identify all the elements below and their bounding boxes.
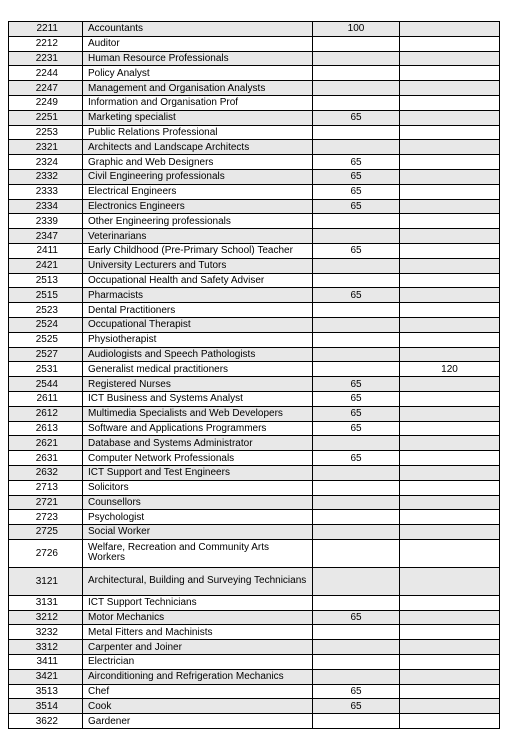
value-column-2-cell xyxy=(400,332,500,347)
occupation-code-cell: 2253 xyxy=(9,125,83,140)
occupation-name-cell: Metal Fitters and Machinists xyxy=(83,625,313,640)
value-column-1-cell xyxy=(313,140,400,155)
occupation-name-cell: Software and Applications Programmers xyxy=(83,421,313,436)
occupation-name-cell: Civil Engineering professionals xyxy=(83,169,313,184)
table-row xyxy=(9,36,500,51)
table-row xyxy=(9,406,500,421)
occupation-code-cell: 2324 xyxy=(9,155,83,170)
value-column-2-cell xyxy=(400,169,500,184)
value-column-2-cell xyxy=(400,22,500,37)
occupation-code-cell: 2212 xyxy=(9,36,83,51)
occupation-name-cell: Cook xyxy=(83,699,313,714)
value-column-2-cell xyxy=(400,229,500,244)
value-column-1-cell xyxy=(313,625,400,640)
occupation-name-cell: Gardener xyxy=(83,714,313,729)
value-column-1-cell: 65 xyxy=(313,421,400,436)
value-column-1-cell: 65 xyxy=(313,610,400,625)
value-column-2-cell xyxy=(400,567,500,595)
occupation-code-cell: 2333 xyxy=(9,184,83,199)
occupation-code-cell: 2321 xyxy=(9,140,83,155)
table-row xyxy=(9,377,500,392)
table-row xyxy=(9,229,500,244)
table-row xyxy=(9,184,500,199)
value-column-2-cell xyxy=(400,81,500,96)
occupation-name-cell: Counsellors xyxy=(83,495,313,510)
occupation-name-cell: Early Childhood (Pre-Primary School) Teacher xyxy=(83,243,313,258)
occupation-name-cell: Audiologists and Speech Pathologists xyxy=(83,347,313,362)
occupation-name-cell: Registered Nurses xyxy=(83,377,313,392)
occupation-name-cell: Database and Systems Administrator xyxy=(83,436,313,451)
table-row xyxy=(9,125,500,140)
value-column-1-cell xyxy=(313,66,400,81)
occupation-code-cell: 2411 xyxy=(9,243,83,258)
value-column-2-cell xyxy=(400,436,500,451)
value-column-1-cell xyxy=(313,36,400,51)
table-row xyxy=(9,362,500,377)
value-column-1-cell xyxy=(313,229,400,244)
value-column-1-cell xyxy=(313,539,400,567)
value-column-1-cell xyxy=(313,81,400,96)
occupation-code-cell: 3411 xyxy=(9,655,83,670)
occupation-name-cell: Graphic and Web Designers xyxy=(83,155,313,170)
occupation-code-cell: 3514 xyxy=(9,699,83,714)
value-column-1-cell xyxy=(313,465,400,480)
value-column-1-cell: 65 xyxy=(313,406,400,421)
value-column-2-cell xyxy=(400,243,500,258)
occupation-code-cell: 2231 xyxy=(9,51,83,66)
occupation-code-cell: 2515 xyxy=(9,288,83,303)
occupation-code-cell: 2726 xyxy=(9,539,83,567)
table-row xyxy=(9,258,500,273)
occupation-code-cell: 2421 xyxy=(9,258,83,273)
table-row xyxy=(9,669,500,684)
occupation-name-cell: Veterinarians xyxy=(83,229,313,244)
value-column-1-cell: 65 xyxy=(313,169,400,184)
value-column-2-cell xyxy=(400,595,500,610)
table-row xyxy=(9,273,500,288)
occupation-name-cell: Public Relations Professional xyxy=(83,125,313,140)
table-row xyxy=(9,22,500,37)
value-column-1-cell xyxy=(313,567,400,595)
value-column-1-cell: 65 xyxy=(313,391,400,406)
occupation-code-cell: 3312 xyxy=(9,640,83,655)
occupation-name-cell: Computer Network Professionals xyxy=(83,451,313,466)
occupation-code-cell: 2347 xyxy=(9,229,83,244)
occupation-name-cell: Generalist medical practitioners xyxy=(83,362,313,377)
value-column-2-cell xyxy=(400,655,500,670)
table-row xyxy=(9,655,500,670)
occupation-name-cell: Information and Organisation Prof xyxy=(83,95,313,110)
occupation-name-cell: Electronics Engineers xyxy=(83,199,313,214)
occupation-code-cell: 2334 xyxy=(9,199,83,214)
value-column-2-cell: 120 xyxy=(400,362,500,377)
occupation-code-cell: 2721 xyxy=(9,495,83,510)
value-column-1-cell xyxy=(313,347,400,362)
table-row xyxy=(9,288,500,303)
occupation-name-cell: Architects and Landscape Architects xyxy=(83,140,313,155)
value-column-1-cell xyxy=(313,510,400,525)
table-row xyxy=(9,421,500,436)
value-column-2-cell xyxy=(400,288,500,303)
occupation-code-cell: 3212 xyxy=(9,610,83,625)
occupation-code-cell: 2631 xyxy=(9,451,83,466)
value-column-1-cell xyxy=(313,655,400,670)
value-column-2-cell xyxy=(400,95,500,110)
occupation-code-cell: 2332 xyxy=(9,169,83,184)
occupation-table xyxy=(8,21,500,729)
occupation-name-cell: University Lecturers and Tutors xyxy=(83,258,313,273)
value-column-1-cell: 65 xyxy=(313,184,400,199)
table-row xyxy=(9,199,500,214)
value-column-2-cell xyxy=(400,140,500,155)
value-column-1-cell xyxy=(313,595,400,610)
occupation-code-cell: 2339 xyxy=(9,214,83,229)
occupation-name-cell: Social Worker xyxy=(83,525,313,540)
occupation-name-cell: ICT Support and Test Engineers xyxy=(83,465,313,480)
value-column-2-cell xyxy=(400,66,500,81)
occupation-name-cell: Airconditioning and Refrigeration Mechanics xyxy=(83,669,313,684)
value-column-2-cell xyxy=(400,184,500,199)
occupation-code-cell: 2244 xyxy=(9,66,83,81)
value-column-2-cell xyxy=(400,714,500,729)
table-row xyxy=(9,169,500,184)
occupation-code-cell: 2713 xyxy=(9,480,83,495)
value-column-2-cell xyxy=(400,110,500,125)
value-column-2-cell xyxy=(400,303,500,318)
value-column-1-cell: 65 xyxy=(313,110,400,125)
table-row xyxy=(9,155,500,170)
value-column-1-cell xyxy=(313,362,400,377)
table-row xyxy=(9,140,500,155)
occupation-name-cell: Electrician xyxy=(83,655,313,670)
occupation-name-cell: Management and Organisation Analysts xyxy=(83,81,313,96)
occupation-name-cell: Occupational Health and Safety Adviser xyxy=(83,273,313,288)
occupation-code-cell: 2247 xyxy=(9,81,83,96)
occupation-code-cell: 2611 xyxy=(9,391,83,406)
value-column-1-cell: 65 xyxy=(313,155,400,170)
occupation-name-cell: Multimedia Specialists and Web Developers xyxy=(83,406,313,421)
value-column-2-cell xyxy=(400,36,500,51)
value-column-1-cell xyxy=(313,714,400,729)
value-column-1-cell xyxy=(313,258,400,273)
value-column-2-cell xyxy=(400,391,500,406)
value-column-2-cell xyxy=(400,699,500,714)
value-column-1-cell: 65 xyxy=(313,684,400,699)
occupation-name-cell: Policy Analyst xyxy=(83,66,313,81)
value-column-2-cell xyxy=(400,406,500,421)
value-column-2-cell xyxy=(400,273,500,288)
value-column-2-cell xyxy=(400,465,500,480)
occupation-code-cell: 2621 xyxy=(9,436,83,451)
value-column-1-cell xyxy=(313,480,400,495)
value-column-2-cell xyxy=(400,155,500,170)
occupation-code-cell: 3421 xyxy=(9,669,83,684)
occupation-code-cell: 3513 xyxy=(9,684,83,699)
value-column-2-cell xyxy=(400,451,500,466)
occupation-name-cell: Pharmacists xyxy=(83,288,313,303)
occupation-name-cell: Auditor xyxy=(83,36,313,51)
occupation-code-cell: 2211 xyxy=(9,22,83,37)
table-row xyxy=(9,317,500,332)
table-row xyxy=(9,243,500,258)
value-column-2-cell xyxy=(400,377,500,392)
value-column-2-cell xyxy=(400,480,500,495)
table-row xyxy=(9,303,500,318)
occupation-name-cell: Marketing specialist xyxy=(83,110,313,125)
table-row xyxy=(9,699,500,714)
occupation-code-cell: 3622 xyxy=(9,714,83,729)
value-column-1-cell xyxy=(313,303,400,318)
value-column-1-cell xyxy=(313,669,400,684)
value-column-1-cell xyxy=(313,640,400,655)
occupation-code-cell: 2632 xyxy=(9,465,83,480)
occupation-code-cell: 2544 xyxy=(9,377,83,392)
value-column-2-cell xyxy=(400,525,500,540)
occupation-code-cell: 2612 xyxy=(9,406,83,421)
value-column-2-cell xyxy=(400,317,500,332)
value-column-2-cell xyxy=(400,214,500,229)
table-row xyxy=(9,332,500,347)
value-column-2-cell xyxy=(400,684,500,699)
value-column-1-cell: 65 xyxy=(313,199,400,214)
value-column-1-cell xyxy=(313,332,400,347)
value-column-2-cell xyxy=(400,539,500,567)
occupation-name-cell: Occupational Therapist xyxy=(83,317,313,332)
value-column-2-cell xyxy=(400,510,500,525)
value-column-2-cell xyxy=(400,258,500,273)
occupation-name-cell: Motor Mechanics xyxy=(83,610,313,625)
value-column-1-cell: 65 xyxy=(313,243,400,258)
value-column-1-cell xyxy=(313,273,400,288)
occupation-name-cell: Human Resource Professionals xyxy=(83,51,313,66)
value-column-2-cell xyxy=(400,625,500,640)
occupation-name-cell: Electrical Engineers xyxy=(83,184,313,199)
value-column-1-cell xyxy=(313,95,400,110)
table-row xyxy=(9,436,500,451)
table-row xyxy=(9,510,500,525)
table-row xyxy=(9,539,500,567)
table-row xyxy=(9,214,500,229)
table-row xyxy=(9,567,500,595)
table-row xyxy=(9,525,500,540)
occupation-code-cell: 2527 xyxy=(9,347,83,362)
table-row xyxy=(9,391,500,406)
occupation-code-cell: 2531 xyxy=(9,362,83,377)
table-row xyxy=(9,610,500,625)
value-column-2-cell xyxy=(400,51,500,66)
table-row xyxy=(9,451,500,466)
table-row xyxy=(9,640,500,655)
occupation-name-cell: Architectural, Building and Surveying Technicians xyxy=(83,567,313,595)
table-row xyxy=(9,51,500,66)
value-column-1-cell: 100 xyxy=(313,22,400,37)
occupation-table-body xyxy=(9,22,500,729)
occupation-name-cell: Carpenter and Joiner xyxy=(83,640,313,655)
value-column-1-cell: 65 xyxy=(313,699,400,714)
occupation-code-cell: 2725 xyxy=(9,525,83,540)
occupation-name-cell: Welfare, Recreation and Community Arts Workers xyxy=(83,539,313,567)
occupation-code-cell: 2613 xyxy=(9,421,83,436)
value-column-2-cell xyxy=(400,610,500,625)
value-column-1-cell: 65 xyxy=(313,377,400,392)
table-row xyxy=(9,495,500,510)
occupation-name-cell: Physiotherapist xyxy=(83,332,313,347)
value-column-1-cell xyxy=(313,51,400,66)
value-column-2-cell xyxy=(400,495,500,510)
occupation-code-cell: 2523 xyxy=(9,303,83,318)
value-column-1-cell: 65 xyxy=(313,451,400,466)
value-column-2-cell xyxy=(400,125,500,140)
table-row xyxy=(9,714,500,729)
occupation-name-cell: Dental Practitioners xyxy=(83,303,313,318)
occupation-code-cell: 3121 xyxy=(9,567,83,595)
occupation-code-cell: 2249 xyxy=(9,95,83,110)
value-column-1-cell xyxy=(313,525,400,540)
value-column-1-cell xyxy=(313,317,400,332)
occupation-code-cell: 2525 xyxy=(9,332,83,347)
occupation-name-cell: ICT Business and Systems Analyst xyxy=(83,391,313,406)
table-row xyxy=(9,110,500,125)
occupation-code-cell: 2251 xyxy=(9,110,83,125)
value-column-2-cell xyxy=(400,199,500,214)
table-row xyxy=(9,625,500,640)
value-column-1-cell xyxy=(313,436,400,451)
occupation-code-cell: 3232 xyxy=(9,625,83,640)
occupation-name-cell: Chef xyxy=(83,684,313,699)
occupation-name-cell: Solicitors xyxy=(83,480,313,495)
value-column-1-cell xyxy=(313,214,400,229)
occupation-name-cell: Psychologist xyxy=(83,510,313,525)
occupation-code-cell: 2513 xyxy=(9,273,83,288)
occupation-name-cell: Accountants xyxy=(83,22,313,37)
table-row xyxy=(9,684,500,699)
value-column-2-cell xyxy=(400,421,500,436)
table-row xyxy=(9,465,500,480)
table-row xyxy=(9,66,500,81)
table-row xyxy=(9,95,500,110)
occupation-name-cell: Other Engineering professionals xyxy=(83,214,313,229)
table-row xyxy=(9,480,500,495)
occupation-code-cell: 2723 xyxy=(9,510,83,525)
occupation-code-cell: 3131 xyxy=(9,595,83,610)
value-column-1-cell xyxy=(313,125,400,140)
table-row xyxy=(9,347,500,362)
table-row xyxy=(9,81,500,96)
value-column-1-cell: 65 xyxy=(313,288,400,303)
occupation-code-cell: 2524 xyxy=(9,317,83,332)
value-column-2-cell xyxy=(400,640,500,655)
occupation-name-cell: ICT Support Technicians xyxy=(83,595,313,610)
table-row xyxy=(9,595,500,610)
value-column-2-cell xyxy=(400,669,500,684)
value-column-2-cell xyxy=(400,347,500,362)
value-column-1-cell xyxy=(313,495,400,510)
